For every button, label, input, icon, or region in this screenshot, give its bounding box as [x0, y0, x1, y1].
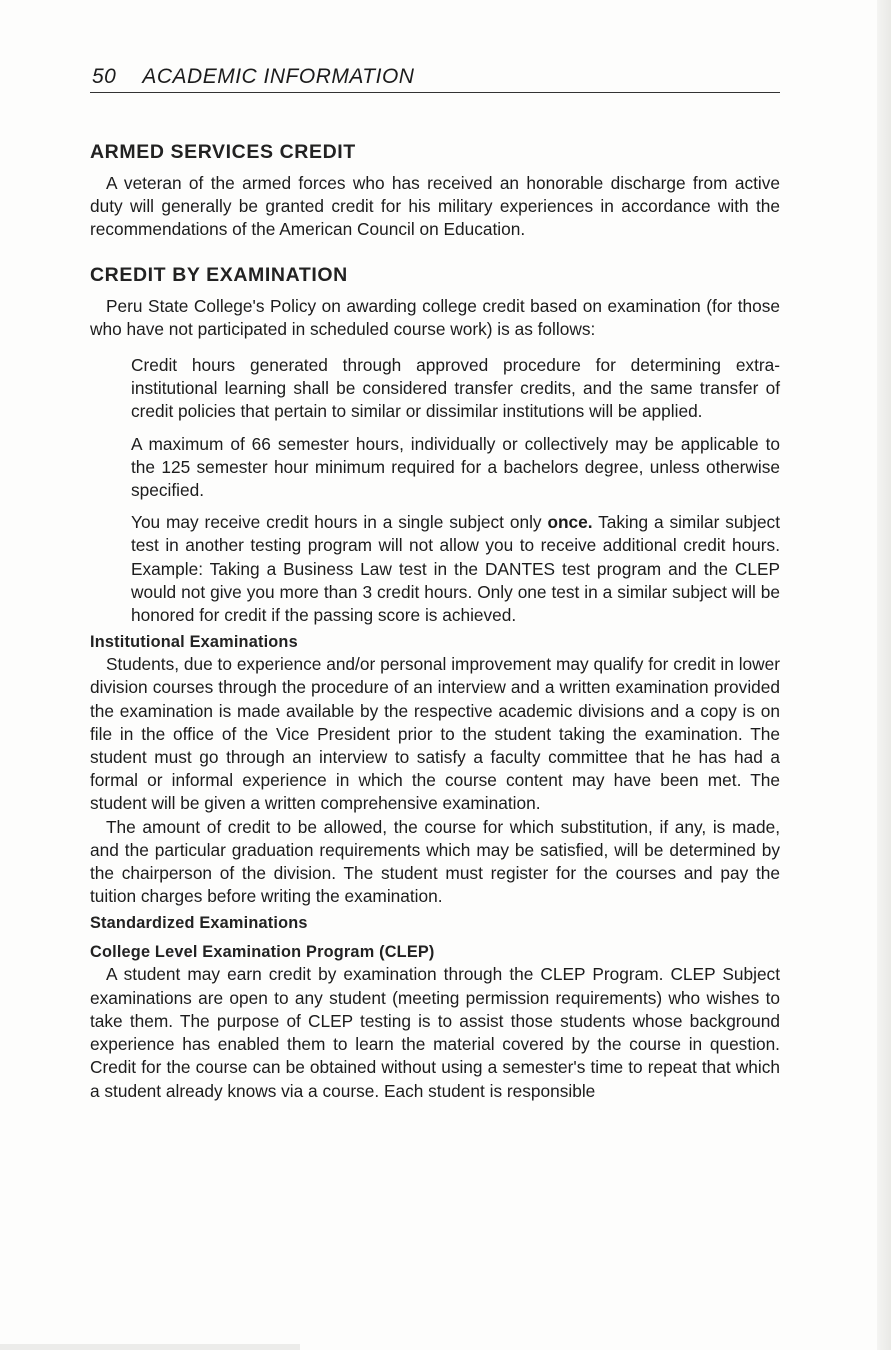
running-header: [90, 62, 780, 93]
page-edge-shadow: [877, 0, 891, 1350]
section-title: ACADEMIC INFORMATION: [142, 65, 415, 88]
credit-by-exam-intro: Peru State College's Policy on awarding college credit based on examination (for those who have not participated in scheduled course work) is as follows:: [90, 295, 780, 339]
standardized-exams-heading: Standardized Examinations: [90, 914, 308, 933]
policy-item-transfer: Credit hours generated through approved procedure for determining extra-institutional learning shall be considered transfer credits, and the same transfer of credit policies that pertain to similar or dissimilar institutions will be applied.: [131, 355, 780, 422]
institutional-exams-heading: Institutional Examinations: [90, 633, 298, 652]
armed-services-paragraph: A veteran of the armed forces who has received an honorable discharge from active duty will generally be granted credit for his military experiences in accordance with the recommendations of the American Council on Education.: [90, 173, 780, 240]
page-number: 50: [92, 65, 117, 88]
credit-by-exam-heading: CREDIT BY EXAMINATION: [90, 263, 348, 286]
page-bottom-edge: [0, 1344, 300, 1350]
once-text-before: You may receive credit hours in a single subject only: [131, 512, 548, 533]
policy-item-maximum-hours: A maximum of 66 semester hours, individually or collectively may be applicable to the 125 semester hour minimum required for a bachelors degree, unless otherwise specified.: [131, 433, 780, 501]
once-text-after: Taking a similar subject test in another testing program will not allow you to receive additional credit hours. Example: Taking a Business Law test in the DANTES test program and the CLEP would not give you more than 3 credit hours. Only one test in a similar subject will be honored for credit if the passing score is achieved.: [131, 512, 781, 626]
armed-services-heading: ARMED SERVICES CREDIT: [90, 141, 356, 163]
policy-item-once: [131, 511, 780, 627]
clep-subheading: College Level Examination Program (CLEP): [90, 943, 435, 962]
clep-paragraph: A student may earn credit by examination through the CLEP Program. CLEP Subject examinations are open to any student (meeting permission requirements) who wishes to take them. The purpose of CLEP testing is to assist those students whose background experience has enabled them to learn the material covered by the course in question. Credit for the course can be obtained without using a semester's time to repeat that which a student already knows via a course. Each student is responsible: [90, 964, 780, 1101]
institutional-paragraph-1: Students, due to experience and/or personal improvement may qualify for credit in lower division courses through the procedure of an interview and a written examination provided the examination is made available by the respective academic divisions and a copy is on file in the office of the Vice President prior to the student taking the examination. The student must go through an interview to satisfy a faculty committee that he has had a formal or informal experience in which the course content may have been met. The student will be given a written comprehensive examination.: [90, 654, 780, 814]
institutional-paragraph-2: The amount of credit to be allowed, the course for which substitution, if any, is made, and the particular graduation requirements which may be satisfied, will be determined by the chairperson of the division. The student must register for the courses and pay the tuition charges before writing the examination.: [90, 816, 780, 907]
page-content: [90, 62, 780, 1103]
once-emphasis: once.: [547, 512, 593, 533]
